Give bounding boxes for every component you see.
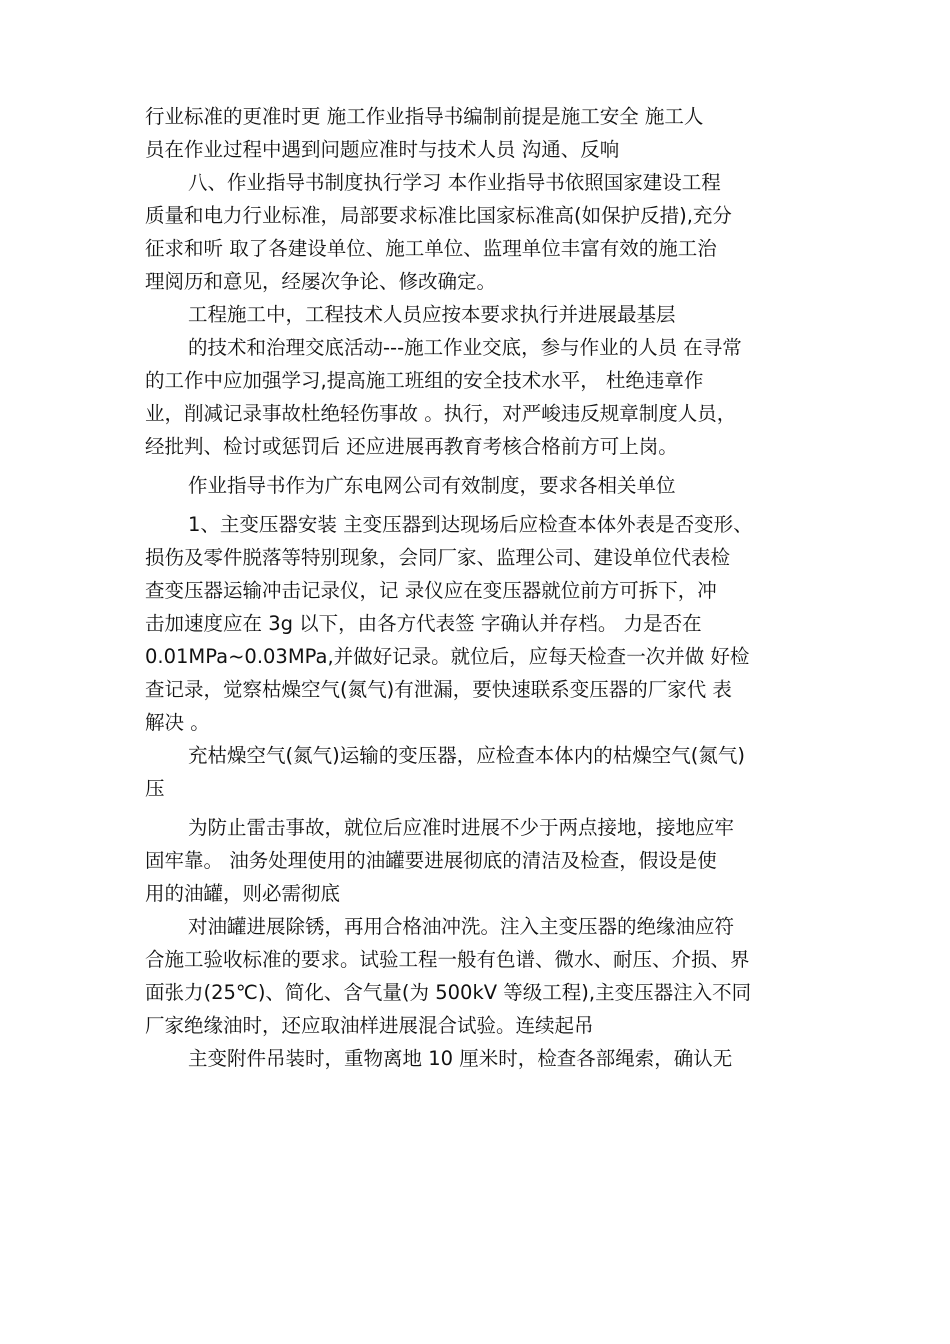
text-line: 面张力(25℃)、简化、含气量(为 500kV 等级工程),主变压器注入不同	[145, 981, 752, 1004]
text-line: 对油罐进展除锈，再用合格油冲洗。注入主变压器的绝缘油应符	[188, 915, 735, 938]
text-line: 固牢靠。 油务处理使用的油罐要进展彻底的清洁及检查，假设是使	[145, 849, 717, 872]
text-line: 理阅历和意见，经屡次争论、修改确定。	[145, 270, 497, 293]
text-line: 征求和听 取了各建设单位、施工单位、监理单位丰富有效的施工治	[145, 237, 717, 260]
text-line: 0.01MPa~0.03MPa,并做好记录。就位后，应每天检查一次并做 好检	[145, 645, 750, 668]
text-line: 为防止雷击事故，就位后应准时进展不少于两点接地，接地应牢	[188, 816, 735, 839]
text-line: 查变压器运输冲击记录仪，记 录仪应在变压器就位前方可拆下，冲	[145, 579, 717, 602]
text-line: 主变附件吊装时，重物离地 10 厘米时，检查各部绳索，确认无	[188, 1047, 733, 1070]
text-line: 合施工验收标准的要求。试验工程一般有色谱、微水、耐压、介损、界	[145, 948, 750, 971]
text-line: 压	[145, 777, 165, 800]
text-line: 1、主变压器安装 主变压器到达现场后应检查本体外表是否变形、	[188, 513, 753, 536]
text-line: 的技术和治理交底活动---施工作业交底，参与作业的人员 在寻常	[188, 336, 742, 359]
text-line: 作业指导书作为广东电网公司有效制度，要求各相关单位	[188, 474, 676, 497]
text-line: 八、作业指导书制度执行学习 本作业指导书依照国家建设工程	[188, 171, 721, 194]
text-line: 充枯燥空气(氮气)运输的变压器，应检查本体内的枯燥空气(氮气)	[188, 744, 745, 767]
text-line: 质量和电力行业标准，局部要求标准比国家标准高(如保护反措),充分	[145, 204, 732, 227]
text-line: 查记录，觉察枯燥空气(氮气)有泄漏，要快速联系变压器的厂家代 表	[145, 678, 732, 701]
text-line: 厂家绝缘油时，还应取油样进展混合试验。连续起吊	[145, 1014, 594, 1037]
text-line: 击加速度应在 3g 以下，由各方代表签 字确认并存档。 力是否在	[145, 612, 702, 635]
text-line: 工程施工中，工程技术人员应按本要求执行并进展最基层	[188, 303, 676, 326]
text-line: 经批判、检讨或惩罚后 还应进展再教育考核合格前方可上岗。	[145, 435, 678, 458]
text-line: 员在作业过程中遇到问题应准时与技术人员 沟通、反响	[145, 138, 620, 161]
text-line: 业，削减记录事故杜绝轻伤事故 。执行，对严峻违反规章制度人员，	[145, 402, 737, 425]
text-line: 损伤及零件脱落等特别现象，会同厂家、监理公司、建设单位代表检	[145, 546, 731, 569]
document-body	[145, 100, 817, 1075]
text-line: 解决 。	[145, 711, 210, 734]
text-line: 行业标准的更准时更 施工作业指导书编制前提是施工安全 施工人	[145, 105, 704, 128]
text-line: 的工作中应加强学习,提高施工班组的安全技术水平， 杜绝违章作	[145, 369, 704, 392]
text-line: 用的油罐，则必需彻底	[145, 882, 341, 905]
